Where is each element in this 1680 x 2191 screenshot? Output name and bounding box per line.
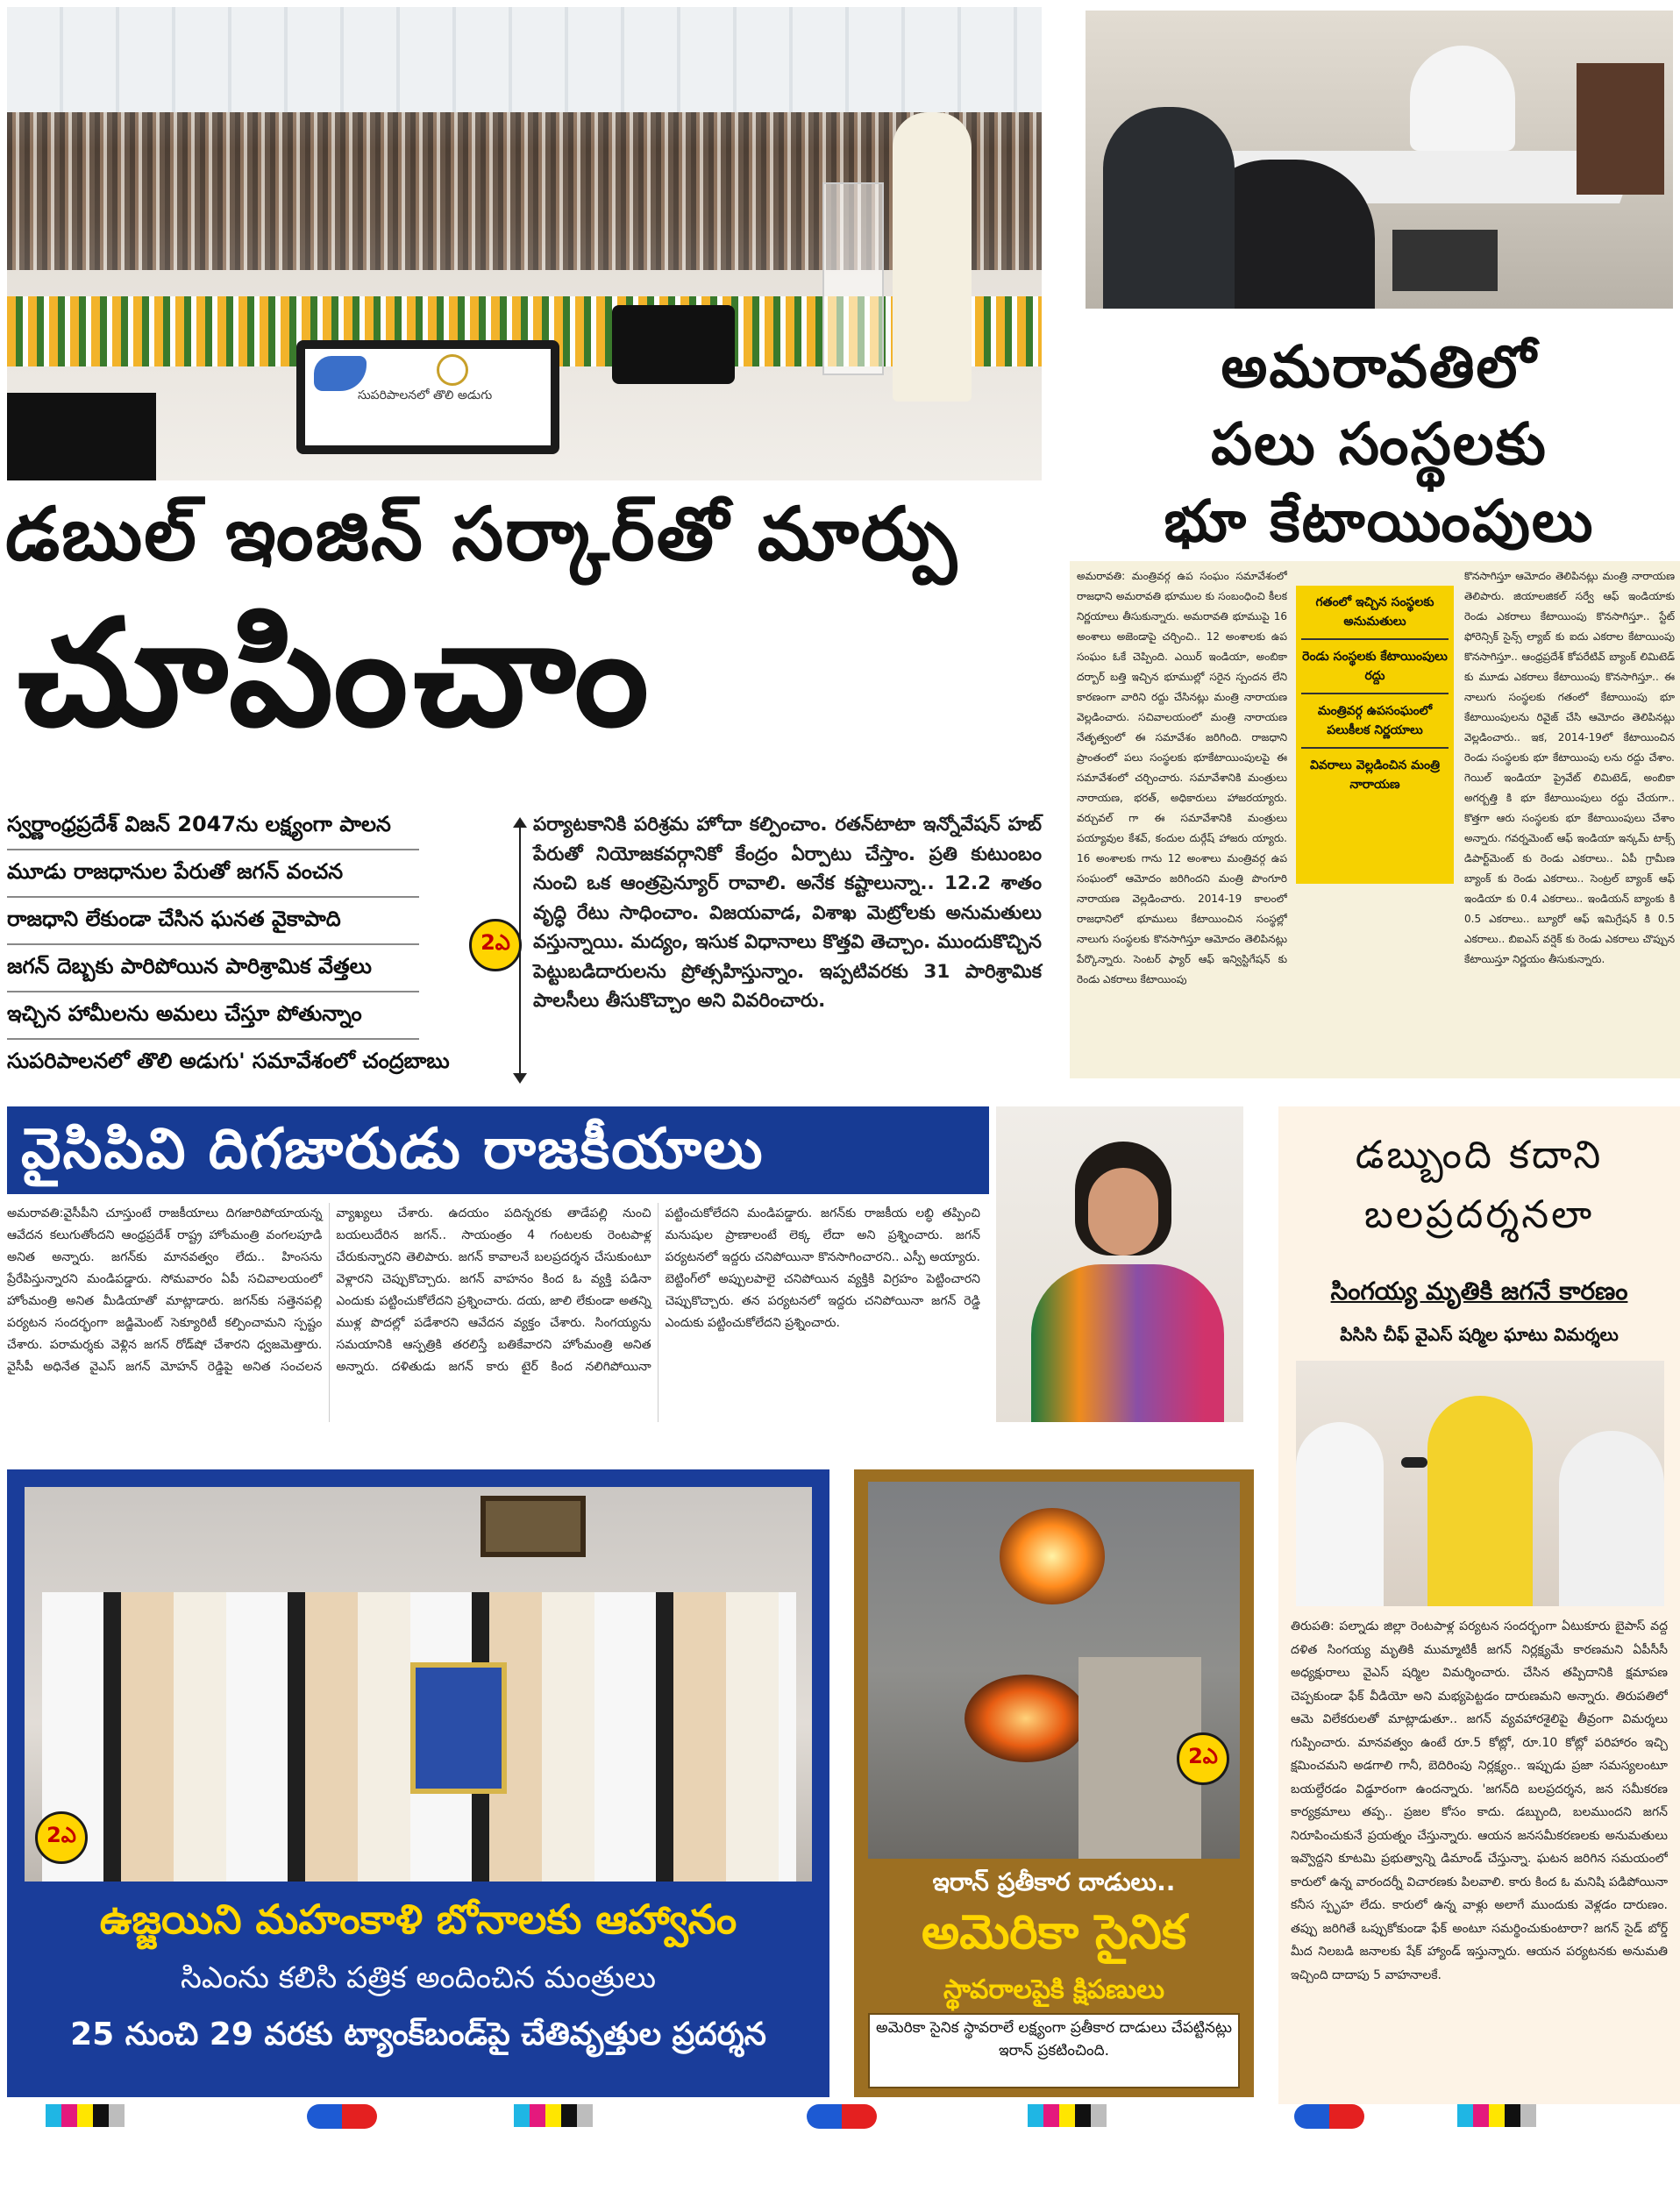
stage-screen [296,340,559,454]
podium [822,182,884,375]
bullet-5: ఇచ్చిన హామీలను అమలు చేస్తూ పోతున్నాం [7,1001,362,1026]
page-2a-badge: 2ఎ [35,1811,88,1864]
amaravati-headline-2: పలు సంస్థలకు [1211,410,1548,478]
iran-body: అమెరికా సైనిక స్థావరాలే లక్ష్యంగా ప్రతీకార దాడులు చేపట్టినట్లు ఇరాన్ ప్రకటించింది. [876,2019,1232,2059]
anitha-photo [996,1106,1243,1422]
sharmila-kicker: పిసిసి చీఫ్ వైఎస్ షర్మిల ఘాటు విమర్శలు [1340,1324,1619,1345]
color-registration-bar [1028,2104,1107,2127]
sharmila-headline-2: బలప్రదర్శనలా [1363,1192,1595,1237]
arrow-down-icon [513,1073,527,1084]
event-photo [7,7,1042,480]
page-2a-badge: 2ఎ [1177,1732,1229,1785]
main-headline-line1: డబుల్ ఇంజిన్ సర్కార్‌తో మార్పు [5,491,958,577]
fireball-top [1000,1508,1105,1604]
sidebar-item-3: మంత్రివర్గ ఉపసంఘంలో పలుకీలక నిర్ణయాలు [1317,704,1433,737]
person-3 [1410,46,1515,151]
bullet-4: జగన్ దెబ్బకు పారిపోయిన పారిశ్రామిక వేత్తలు [7,954,372,978]
bullet-1: స్వర్ణాంధ్రప్రదేశ్ విజన్ 2047ను లక్ష్యంగా పాలన [7,812,391,836]
amaravati-body-col1: అమరావతి: మంత్రివర్గ ఉప సంఘం సమావేశంలో రాజధాని అమరావతి భూముల కు సంబంధించి కీలక నిర్ణయాలు తీసుకున్నారు. అమరావతి భూముపై 16 అంశాలు అజెండాపై చర్చించి.. 12 అంశాలకు ఉప సంఘం ఓకే చెప్పింది. ఎయిర్ ఇండియా, అంబికా దర్బార్ బత్తి ఇచ్చిన భూముల్లో సరైన స్పందన లేని కారణంగా వారిని రద్దు చేసినట్లు మంత్రి నారాయణ వెల్లడించారు. సచివాలయంలో మంత్రి నారాయణ నేతృత్వంలో ఈ సమావేశం జరిగింది. రాజధాని ప్రాంతంలో పలు సంస్థలకు భూకేటాయింపులపై ఈ సమావేశంలో చర్చించారు. సమావేశానికి మంత్రులు నారాయణ, భరత్, అధికారులు హాజరయ్యారు. వర్చువల్ గా ఈ సమావేశానికి మంత్రులు పయ్యావుల కేశవ్, కందుల దుర్గేష్ హాజరు య్యారు. 16 అంశాలకు గాను 12 అంశాలు మంత్రివర్గ ఉప సంఘంలో ఆమోదం జరిగిందని మంత్రి పొంగూరి నారాయణ వెల్లడించారు. 2014-19 కాలంలో రాజధానిలో భూములు కేటాయించిన సంస్థల్లో నాలుగు సంస్థలకు కొనసాగిస్తూ ఆమోదం తెలిపినట్లు పేర్కొన్నారు. సెంటర్ ఫ్యార్ ఆఫ్ ఇన్విస్టిగేషన్ కు రెండు ఎకరాలు కేటాయింపు [1077,570,1287,985]
sharmila-subhead: సింగయ్య మృతికి జగనే కారణం [1330,1277,1628,1305]
color-registration-pill [307,2104,377,2129]
screen-text: సుపరిపాలనలో తొలి అడుగు [358,388,493,402]
bonalu-kicker: 25 నుంచి 29 వరకు ట్యాంక్‌బండ్‌పై చేతివృత్తుల ప్రదర్శన [70,2017,766,2052]
laptop [1392,230,1498,291]
chair [1577,63,1664,195]
sidebar-divider [1301,638,1449,640]
amaravati-headline-3: భూ కేటాయింపులు [1164,487,1595,555]
left-story-body: పర్యాటకానికి పరిశ్రమ హోదా కల్పించాం. రతన్‌టాటా ఇన్నోవేషన్ హబ్ పేరుతో నియోజకవర్గానికో కేంద్రం ఏర్పాటు చేస్తాం. ప్రతి కుటుంబం నుంచి ఒక ఆంత్రప్రెన్యూర్ రావాలి. అనేక కష్టాలున్నా.. 12.2 శాతం వృద్ధి రేటు సాధించాం. విజయవాడ, విశాఖ మెట్రోలకు అనుమతులు వస్తున్నాయి. మద్యం, ఇసుక విధానాలు కొత్తవి తెచ్చాం. ముందుకొచ్చిన పెట్టుబడిదారులను ప్రోత్సహిస్తున్నాం. ఇప్పటివరకు 31 పారిశ్రామిక పాలసీలు తీసుకొచ్చాం అని వివరించారు. [533,814,1042,1012]
sharmila-photo [1296,1361,1664,1606]
iran-subhead: స్థావరాలపైకి క్షిపణులు [943,1974,1164,2005]
sidebar-item-1: గతంలో ఇచ్చిన సంస్థలకు అనుమతులు [1315,595,1434,629]
rule [7,943,419,945]
speaker-box-left [7,393,156,480]
rule [7,1038,419,1040]
audience [7,112,1042,270]
sidebar-divider [1301,693,1449,694]
bonalu-subhead: సిఎంను కలిసి పత్రిక అందించిన మంత్రులు [180,1960,657,1995]
amaravati-sidebar [1296,586,1454,884]
meeting-photo [1086,11,1673,309]
rule [7,896,419,898]
bullet-list [7,807,516,1087]
bullet-2: మూడు రాజధానుల పేరుతో జగన్ వంచన [7,859,344,884]
page-2a-badge: 2ఎ [469,919,522,971]
person-right [1559,1431,1664,1606]
sidebar-item-2: రెండు సంస్థలకు కేటాయింపులు రద్దు [1302,650,1448,683]
person-face [1088,1168,1158,1256]
person-2 [1103,107,1235,309]
bullet-6: సుపరిపాలనలో తొలి అడుగు' సమావేశంలో చంద్రబాబు [7,1049,450,1073]
color-registration-pill [807,2104,877,2129]
color-registration-bar [46,2104,125,2127]
frame-picture [481,1496,586,1557]
arrow-up-icon [513,817,527,828]
bullet-3: రాజధాని లేకుండా చేసిన ఘనత వైకాపాది [7,907,341,931]
person-left [1296,1422,1384,1606]
ycp-headline: వైసిపివి దిగజారుడు రాజకీయాలు [21,1117,765,1182]
amaravati-headline-1: అమరావతిలో [1221,333,1538,401]
main-headline-line2: చూపించాం [18,587,654,759]
color-registration-bar [1457,2104,1536,2127]
saree [1031,1264,1224,1422]
amaravati-body-col2: కొనసాగిస్తూ ఆమోదం తెలిపినట్లు మంత్రి నారాయణ తెలిపారు. జియాలజికల్ సర్వే ఆఫ్ ఇండియాకు రెండు ఎకరాలు కేటాయింపు కొనసాగిస్తూ.. స్టేట్ ఫోరెన్సిక్ సైన్స్ ల్యాబ్ కు ఐదు ఎకరాల కేటాయింపు కొనసాగిస్తూ.. ఆంధ్రప్రదేశ్ కోపరేటివ్ బ్యాంక్ లిమిటెడ్ కు మూడు ఎకరాలు కేటాయింపు కొనసాగిస్తూ.. ఈ నాలుగు సంస్థలకు గతంలో కేటాయింపు భూ కేటాయింపులను రివైజ్ చేసి ఆమోదం తెలిపినట్లు వెల్లడించారు.. ఇక, 2014-19లో కేటాయించిన రెండు సంస్థలకు భూ కేటాయింపు లను రద్దు చేశాం. గెయిల్ ఇండియా ప్రైవేట్ లిమిటెడ్, అంబికా అగర్బత్తి కి భూ కేటాయింపులు రద్దు చేయగా.. కొత్తగా ఆరు సంస్థలకు భూ కేటాయింపులు చేశాం అన్నారు. గవర్నమెంట్ ఆఫ్ ఇండియా ఇన్కమ్ టాక్స్ డిపార్ట్‌మెంట్ కు రెండు ఎకరాలు.. ఏపీ గ్రామీణ బ్యాంక్ కు రెండు ఎకరాలు.. సెంట్రల్ బ్యాంక్ ఆఫ్ ఇండియా కు 0.4 ఎకరాలు.. ఇండియన్ బ్యాంకు కి 0.5 ఎకరాలు.. బ్యూరో ఆఫ్ ఇమిగ్రేషన్ కి 0.5 ఎకరాలు.. బిఐఎస్ వర్షెక్ కు రెండు ఎకరాలు చొప్పున కేటాయిస్తూ నిర్ణయం తీసుకున్నారు. [1464,570,1675,965]
ap-map-icon [314,356,367,391]
sidebar-item-4: వివరాలు వెల్లడించిన మంత్రి నారాయణ [1309,758,1441,792]
rule [7,991,419,992]
sidebar-divider [1301,747,1449,749]
color-registration-bar [514,2104,593,2127]
hall-roof [7,7,1042,112]
iran-kicker: ఇరాన్ ప్రతీకార దాడులు.. [932,1867,1176,1896]
explosion-photo [868,1482,1240,1859]
fireball-bottom [965,1675,1087,1762]
iran-headline: అమెరికా సైనిక [922,1904,1186,1960]
emblem-icon [437,354,468,386]
person-speaker [1427,1396,1533,1606]
ycp-body: అమరావతి:వైసీపీని చూస్తుంటే రాజకీయాలు దిగజారిపోయాయన్న ఆవేదన కలుగుతోందని ఆంధ్రప్రదేశ్ రాష్ట్ర హోంమంత్రి వంగలపూడి అనిత అన్నారు. జగన్‌కు మానవత్వం లేదు.. హింసను ప్రేరేపిస్తున్నారని మండిపడ్డారు. సోమవారం ఏపీ సచివాలయంలో హోంమంత్రి అనిత మీడియాతో మాట్లాడారు. జగన్‌కు సత్తెనపల్లి పర్యటన సందర్భంగా జడ్జిమెంట్ సెక్యూరిటీ కల్పించామని స్పష్టం చేశారు. పరామర్శకు వెళ్లిన జగన్ రోడ్‌షో చేశారని ధ్వజమెత్తారు. వైసీపీ అధినేత వైఎస్ జగన్ మోహన్ రెడ్డిపై అనిత సంచలన వ్యాఖ్యలు చేశారు. ఉదయం పదిన్నరకు తాడేపల్లి నుంచి బయలుదేరిన జగన్.. సాయంత్రం 4 గంటలకు రెంటపాళ్ల చేరుకున్నారని తెలిపారు. జగన్ కావాలనే బలప్రదర్శన చేసుకుంటూ వెళ్లారని చెప్పుకొచ్చారు. జగన్ వాహనం కింద ఓ వ్యక్తి పడినా ఎందుకు పట్టించుకోలేదని ప్రశ్నించారు. దయ, జాలి లేకుండా అతన్ని ముళ్ల పొదల్లో పడేశారని ఆవేదన వ్యక్తం చేశారు. సింగయ్యను సమయానికి ఆస్పత్రికి తరలిస్తే బతికేవారని హోంమంత్రి అనిత అన్నారు. దళితుడు జగన్ కారు టైర్ కింద నలిగిపోయినా పట్టించుకోలేదని మండిపడ్డారు. జగన్‌కు రాజకీయ లబ్ధి తప్పించి మనుషుల ప్రాణాలంటే లెక్క లేదా అని ప్రశ్నించారు. జగన్ పర్యటనలో ఇద్దరు చనిపోయినా కొనసాగించారని.. ఎస్పీ అయ్యారు. బెట్టింగ్‌లో అప్పులపాలై చనిపోయిన వ్యక్తికి విగ్రహం పెట్టించారని చెప్పుకొచ్చారు. తన పర్యటనలో ఇద్దరు చనిపోయినా జగన్ రెడ్డి ఎందుకు పట్టించుకోలేదని ప్రశ్నించారు. [7,1206,980,1374]
speaker-figure [893,112,972,402]
color-registration-pill [1294,2104,1364,2129]
sharmila-body: తిరుపతి: పల్నాడు జిల్లా రెంటపాళ్ల పర్యటన సందర్భంగా ఏటుకూరు బైపాస్ వద్ద దళిత సింగయ్య మృతికి ముమ్మాటికీ జగన్ నిర్లక్ష్యమే కారణమని ఏపీసీసీ అధ్యక్షురాలు వైఎస్ షర్మిల విమర్శించారు. చేసిన తప్పిదానికి క్షమాపణ చెప్పకుండా ఫేక్ వీడియో అని మభ్యపెట్టడం దారుణమని అన్నారు. తిరుపతిలో ఆమె విలేకరులతో మాట్లాడుతూ.. జగన్ వ్యవహారశైలిపై తీవ్రంగా విమర్శలు గుప్పించారు. మానవత్వం ఉంటే రూ.5 కోట్లో, రూ.10 కోట్లో పరిహారం ఇచ్చి క్షమించమని అడగాలి గానీ, బెదిరింపు నిర్లక్ష్యం.. ఇప్పుడు ప్రజా సమస్యలంటూ బయల్దేరడం విడ్డూరంగా ఉందన్నారు. 'జగన్‌ది బలప్రదర్శన, జన సమీకరణ కార్యక్రమాలు తప్ప.. ప్రజల కోసం కాదు. డబ్బుంది, బలముందని జగన్ నిరూపించుకునే ప్రయత్నం చేస్తున్నారు. ఆయన జనసమీకరణలకు అనుమతులు ఇవ్వొద్దని కూటమి ప్రభుత్వాన్ని డిమాండ్ చేస్తున్నా. ఘటన జరిగిన సమయంలో కారులో ఉన్న వారందర్నీ విచారణకు పిలవాలి. కారు కింద ఓ మనిషి పడిపోయినా కనీస స్పృహ లేదు. కారులో ఉన్న వాళ్లు అలాగే ముందుకు వెళ్లడం దారుణం. తప్పు జరిగితే ఒప్పుకోకుండా ఫేక్ అంటూ సమర్థించుకుంటారా? జగన్ సైడ్ బోర్డ్ మీద నిలబడి జనాలకు షేక్ హ్యాండ్ ఇస్తున్నారు. ఆయన పర్యటనకు అనుమతి ఇచ్చింది దాదాపు 5 వాహనాలకే. [1291,1619,1668,1982]
rule [7,849,419,850]
memento [410,1662,507,1794]
bonalu-headline: ఉజ్జయిని మహంకాళి బోనాలకు ఆహ్వానం [99,1896,737,1943]
microphone-icon [1401,1457,1427,1468]
bonalu-photo [25,1487,812,1882]
sharmila-headline-1: డబ్బుంది కదాని [1355,1133,1604,1177]
speaker-box-mid [612,305,735,384]
